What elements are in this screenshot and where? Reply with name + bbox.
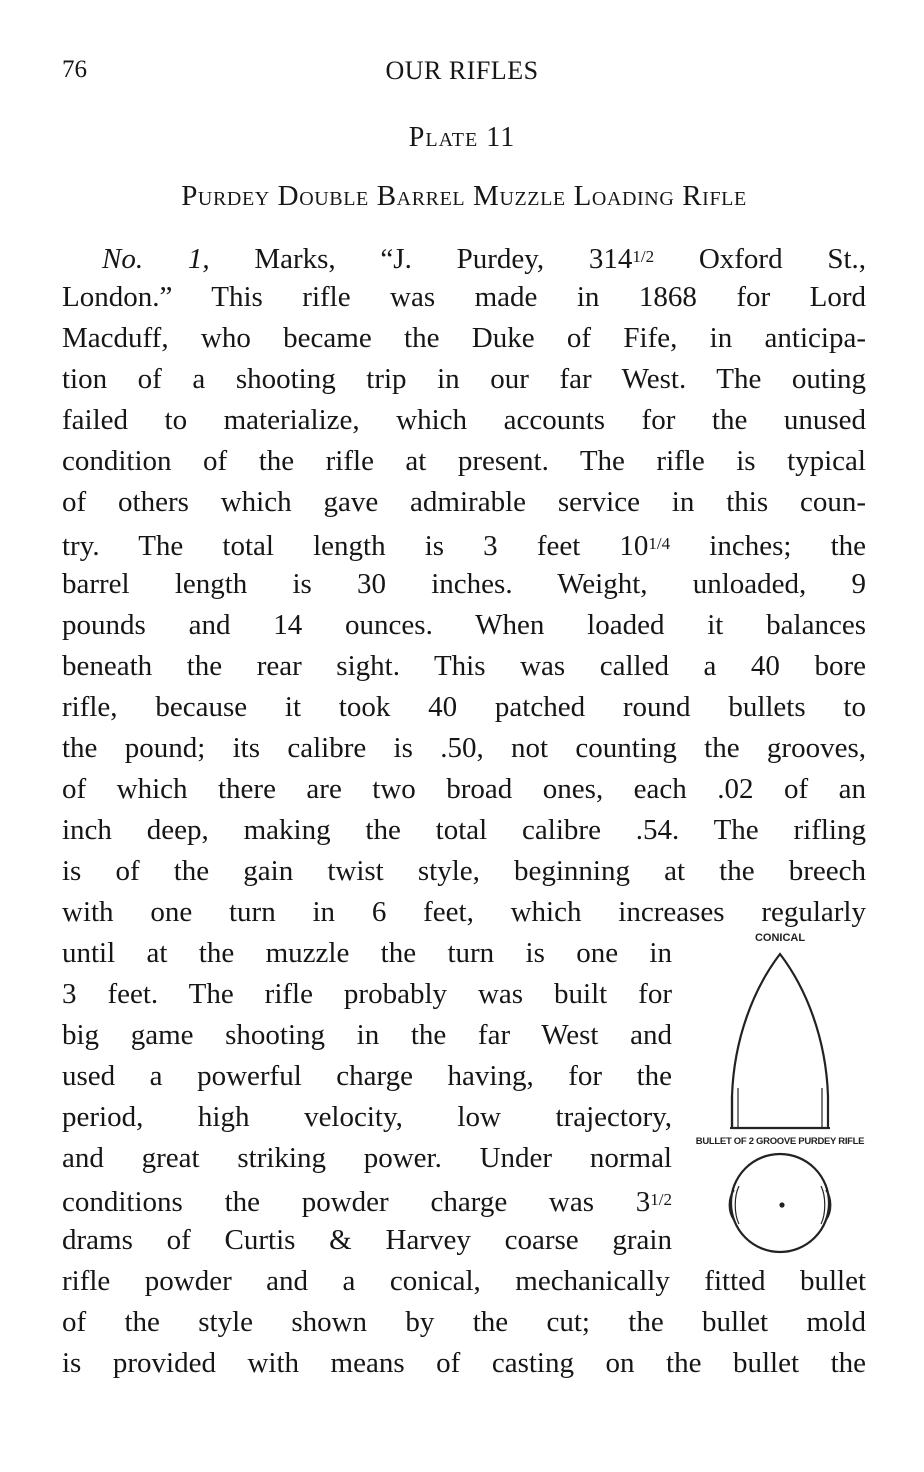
fraction: 1/2 [650, 1190, 672, 1209]
line-text: rifle, because it took 40 patched round bullets to [62, 691, 866, 723]
line-text: and great striking power. Under normal [62, 1142, 672, 1174]
line-text: period, high velocity, low trajectory, [62, 1101, 672, 1133]
running-head: OUR RIFLES [385, 56, 539, 85]
line-text-after: Oxford St., [654, 243, 867, 275]
text-line [62, 851, 866, 892]
text-line [62, 236, 866, 277]
text-line [62, 1302, 866, 1343]
text-line [62, 1343, 866, 1384]
line-text: beneath the rear sight. This was called a 40 bore [62, 650, 866, 682]
line-text: Macduff, who became the Duke of Fife, in anticipa- [62, 322, 866, 354]
text-line [62, 1138, 672, 1179]
section-title: Purdey Double Barrel Muzzle Loading Rifle [181, 180, 747, 212]
figure-label-conical: CONICAL [754, 932, 806, 944]
fraction: 1/4 [648, 534, 671, 553]
line-text: until at the muzzle the turn is one in [62, 937, 672, 969]
text-line [62, 605, 866, 646]
text-line [62, 646, 866, 687]
figure-caption: BULLET OF 2 GROOVE PURDEY RIFLE [695, 1136, 865, 1147]
line-text: Marks, “J. Purdey, 314 [209, 243, 633, 275]
line-text: inch deep, making the total calibre .54. The rifling [62, 814, 866, 846]
text-line [62, 277, 866, 318]
line-text: is provided with means of casting on the bullet the [62, 1347, 866, 1379]
text-line [62, 1015, 672, 1056]
text-line [62, 892, 866, 933]
line-text: used a powerful charge having, for the [62, 1060, 672, 1092]
line-text: conditions the powder charge was 3 [62, 1186, 651, 1218]
line-text: try. The total length is 3 feet 10 [62, 530, 649, 562]
text-line [62, 1220, 672, 1261]
text-line [62, 482, 866, 523]
line-text: London.” This rifle was made in 1868 for Lord [62, 281, 866, 313]
line-text-after: inches; the [670, 530, 866, 562]
line-text: rifle powder and a conical, mechanically fitted bullet [62, 1265, 866, 1297]
text-line [62, 1056, 672, 1097]
line-text: of others which gave admirable service in this coun- [62, 486, 866, 518]
plate-title: Plate 11 [408, 122, 516, 153]
line-text: 3 feet. The rifle probably was built for [62, 978, 672, 1010]
page-number: 76 [62, 56, 87, 83]
bullet-figure [690, 928, 870, 1258]
line-text: of the style shown by the cut; the bullet mold [62, 1306, 866, 1338]
item-reference: No. 1, [102, 243, 210, 275]
line-text: big game shooting in the far West and [62, 1019, 672, 1051]
text-line [62, 728, 866, 769]
text-line [62, 523, 866, 564]
line-text: tion of a shooting trip in our far West. The outing [62, 363, 866, 395]
line-text: failed to materialize, which accounts for the unused [62, 404, 866, 436]
line-text: condition of the rifle at present. The rifle is typical [62, 445, 866, 477]
text-line [62, 769, 866, 810]
conical-bullet-icon [690, 928, 870, 1258]
line-text: with one turn in 6 feet, which increases regularly [62, 896, 866, 928]
text-line [62, 687, 866, 728]
text-line [62, 1179, 672, 1220]
text-line [62, 564, 866, 605]
text-line [62, 441, 866, 482]
text-line [62, 974, 672, 1015]
fraction: 1/2 [632, 247, 655, 266]
line-text: barrel length is 30 inches. Weight, unloaded, 9 [62, 568, 866, 600]
text-line [62, 359, 866, 400]
text-line [62, 318, 866, 359]
text-line [62, 933, 672, 974]
text-line [62, 810, 866, 851]
line-text: of which there are two broad ones, each .02 of an [62, 773, 866, 805]
line-text: the pound; its calibre is .50, not counting the grooves, [62, 732, 866, 764]
text-line [62, 1261, 866, 1302]
line-text: drams of Curtis & Harvey coarse grain [62, 1224, 672, 1256]
line-text: pounds and 14 ounces. When loaded it balances [62, 609, 866, 641]
line-text: is of the gain twist style, beginning at the breech [62, 855, 866, 887]
text-line [62, 400, 866, 441]
text-line [62, 1097, 672, 1138]
